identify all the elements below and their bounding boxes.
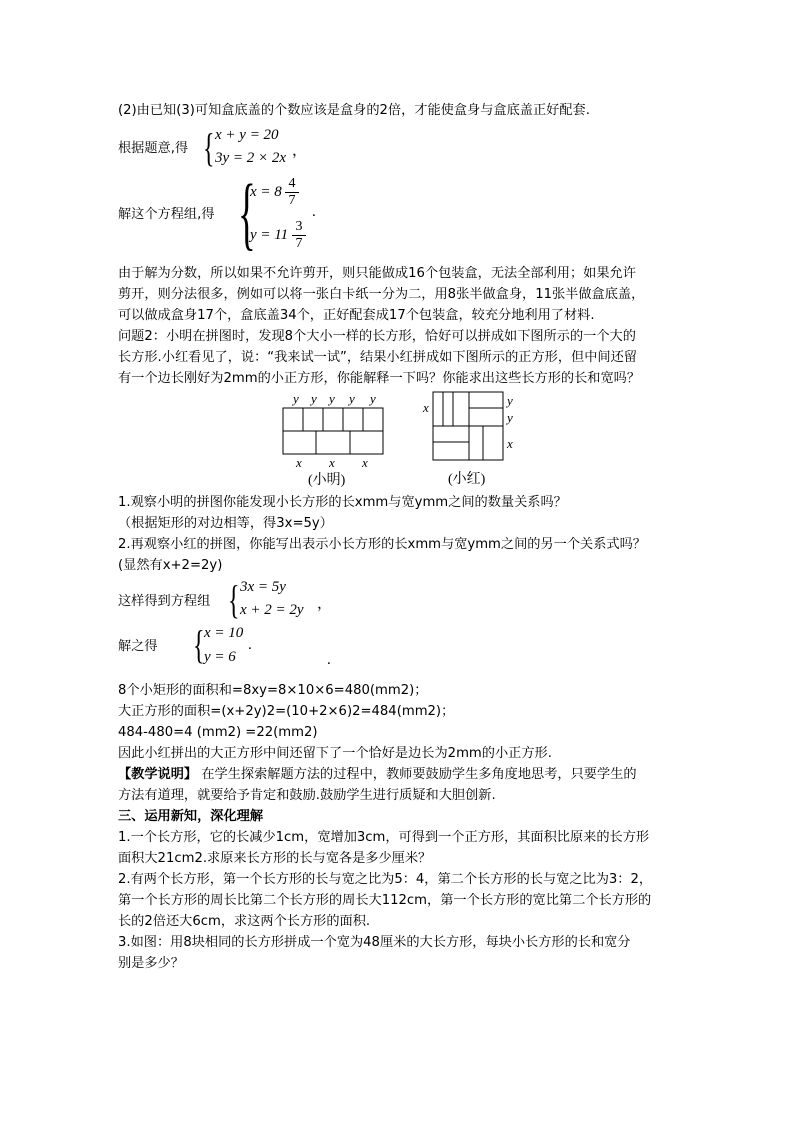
label-y-2: y [311, 391, 317, 406]
answer-1: （根据矩形的对边相等，得3x=5y） [118, 516, 333, 531]
figure-xiaohong [433, 392, 503, 460]
label-y-4: y [349, 391, 355, 406]
answer-2: (显然有x+2=2y) [118, 558, 223, 573]
question-2-line-3: 有一个边长刚好为2mm的小正方形，你能解释一下吗？你能求出这些长方形的长和宽吗？ [118, 371, 641, 386]
para-3: 可以做成盒身17个，盒底盖34个，正好配套成17个包装盒，较充分地利用了材料. [118, 308, 595, 323]
section-heading: 三、运用新知，深化理解 [118, 809, 264, 824]
line-1: (2)由已知(3)可知盒底盖的个数应该是盒身的2倍，才能使盒身与盒底盖正好配套. [118, 103, 590, 118]
solution-2-x: x = 10 [204, 625, 244, 641]
label-y-1: y [293, 391, 299, 406]
line-solve-intro: 解这个方程组,得 [118, 207, 215, 222]
exercise-1-line-1: 1.一个长方形，它的长减少1cm，宽增加3cm，可得到一个正方形，其面积比原来的长方形 [118, 830, 650, 845]
fraction-y-den: 7 [292, 235, 306, 252]
stray-dot: . [327, 652, 331, 668]
question-2-line-2: 长方形.小红看见了，说：“我来试一试”，结果小红拼成如下图所示的正方形，但中间还留 [118, 350, 637, 365]
brace-3: { [228, 577, 240, 622]
caption-xiaoming: (小明) [308, 473, 346, 488]
equation-1b: 3y = 2 × 2x [215, 150, 287, 166]
exercise-3-line-1: 3.如图：用8块相同的长方形拼成一个宽为48厘米的大长方形，每块小长方形的长和宽分 [118, 935, 631, 950]
solution-tail: . [312, 204, 316, 220]
solution-y: y = 11 [250, 227, 289, 243]
exercise-2-line-2: 第一个长方形的周长比第二个长方形的周长大112cm，第一个长方形的宽比第二个长方形的 [118, 893, 652, 908]
label-y-3: y [329, 391, 335, 406]
calc-4: 因此小红拼出的大正方形中间还留下了一个恰好是边长为2mm的小正方形. [118, 746, 552, 761]
label-x-2: x [329, 455, 335, 470]
exercise-1-line-2: 面积大21cm2.求原来长方形的长与宽各是多少厘米？ [118, 851, 432, 866]
solution-x: x = 8 [250, 184, 282, 200]
exercise-2-line-1: 2.有两个长方形，第一个长方形的长与宽之比为5：4，第二个长方形的长与宽之比为3：2， [118, 872, 653, 887]
label-x-right: x [507, 436, 513, 451]
question-2-line-1: 问题2：小明在拼图时，发现8个大小一样的长方形，恰好可以拼成如下图所示的一个大的 [118, 329, 636, 344]
para-1: 由于解为分数，所以如果不允许剪开，则只能做成16个包装盒，无法全部利用；如果允许 [118, 266, 636, 281]
label-y-right-1: y [507, 393, 513, 408]
brace-4: { [193, 622, 205, 667]
fraction-y-num: 3 [295, 219, 303, 234]
label-x-left: x [423, 400, 429, 415]
teaching-note-line-2: 方法有道理，就要给予肯定和鼓励.鼓励学生进行质疑和大胆创新. [118, 788, 496, 803]
teaching-note-label: 【教学说明】 [118, 767, 198, 782]
calc-2: 大正方形的面积=(x+2y)2=(10+2×6)2=484(mm2)； [118, 704, 455, 719]
brace-1: { [203, 125, 215, 170]
calc-3: 484-480=4 (mm2) =22(mm2) [118, 725, 318, 740]
calc-1: 8个小矩形的面积和=8xy=8×10×6=480(mm2)； [118, 683, 428, 698]
fraction-y [292, 219, 306, 252]
teaching-note-text: 在学生探索解题方法的过程中，教师要鼓励学生多角度地思考，只要学生的 [201, 767, 637, 782]
ask-2: 2.再观察小红的拼图，你能写出表示小长方形的长xmm与宽ymm之间的另一个关系式吗？ [118, 537, 646, 552]
system-3-tail: ， [317, 596, 333, 612]
solution-2-tail: . [248, 637, 252, 653]
exercise-2-line-3: 长的2倍还大6cm，求这两个长方形的面积. [118, 914, 371, 929]
fraction-x-den: 7 [285, 192, 299, 209]
label-y-5: y [370, 391, 376, 406]
teaching-note-line-1 [118, 765, 678, 785]
line-system-intro: 根据题意,得 [118, 141, 189, 156]
puzzle-figure [270, 388, 530, 490]
brace-2: { [238, 167, 256, 258]
equation-1-tail: ， [292, 143, 308, 159]
ask-1: 1.观察小明的拼图你能发现小长方形的长xmm与宽ymm之间的数量关系吗？ [118, 495, 567, 510]
system-3-eq2: x + 2 = 2y [240, 602, 304, 618]
figure-xiaoming [283, 408, 383, 454]
exercise-3-line-2: 别是多少？ [118, 956, 184, 971]
label-y-right-2: y [507, 410, 513, 425]
system-3-eq1: 3x = 5y [240, 579, 286, 595]
label-x-1: x [296, 455, 302, 470]
caption-xiaohong: (小红) [448, 472, 486, 487]
fraction-x [285, 176, 299, 209]
fraction-x-num: 4 [288, 176, 296, 191]
line-system-3-intro: 这样得到方程组 [118, 594, 211, 609]
equation-1a: x + y = 20 [215, 127, 279, 143]
para-2: 剪开，则分法很多，例如可以将一张白卡纸一分为二，用8张半做盒身，11张半做盒底盖， [118, 287, 645, 302]
solution-2-y: y = 6 [204, 649, 236, 665]
label-x-3: x [362, 455, 368, 470]
line-solution-intro: 解之得 [118, 639, 158, 654]
